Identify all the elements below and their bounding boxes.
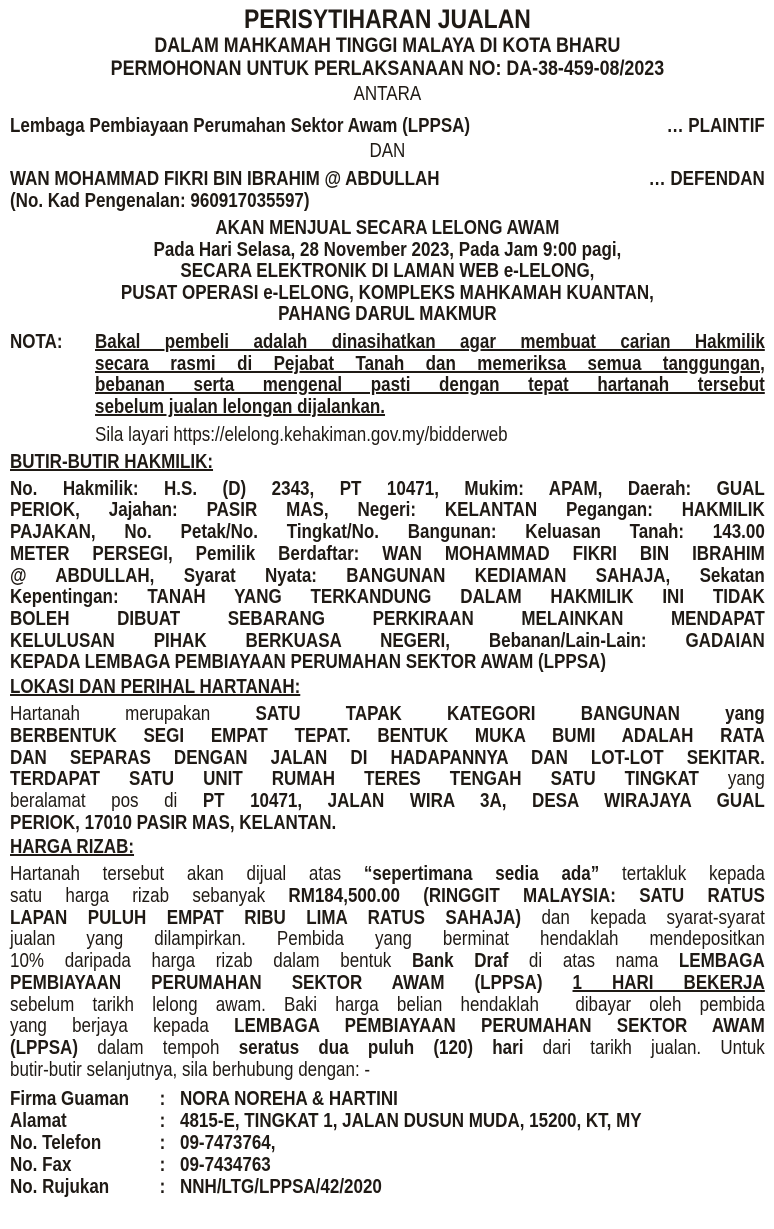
bold-text-run: METER PERSEGI, Pemilik Berdaftar: WAN MOHAMMAD FIKRI BIN IBRAHIM — [10, 542, 765, 565]
text-run: di atas nama — [508, 950, 679, 973]
text-line — [10, 522, 765, 544]
document-title: PERISYTIHARAN JUALAN — [243, 4, 531, 34]
contact-value: 09-7473764, — [180, 1132, 276, 1155]
and-label: DAN — [369, 140, 406, 162]
contact-value: 4815-E, TINGKAT 1, JALAN DUSUN MUDA, 15200, KT, MY — [180, 1110, 642, 1133]
text-line — [10, 1038, 765, 1060]
bold-text-run: LEMBAGA PEMBIAYAAN PERUMAHAN SEKTOR AWAM — [234, 1015, 765, 1038]
note-line: secara rasmi di Pejabat Tanah dan memeriksa semua tanggungan, — [95, 352, 765, 375]
text-line — [10, 1060, 765, 1082]
text-line — [10, 813, 765, 835]
text-line — [10, 544, 765, 566]
text-line — [10, 929, 765, 951]
bold-text-run: SATU TAPAK KATEGORI BANGUNAN yang — [255, 703, 765, 726]
auction-line: AKAN MENJUAL SECARA LELONG AWAM — [215, 217, 560, 239]
text-run: butir-butir selanjutnya, sila berhubung dengan: - — [10, 1058, 371, 1081]
plaintiff-name: Lembaga Pembiayaan Perumahan Sektor Awam (LPPSA) — [10, 115, 471, 137]
note-line: bebanan serta mengenal pasti dengan tepat hartanah tersebut — [95, 374, 765, 397]
bold-text-run: PT 10471, JALAN WIRA 3A, DESA WIRAJAYA GUAL — [202, 789, 765, 812]
text-run: dan kepada syarat-syarat — [520, 906, 765, 929]
sale-proclamation-document — [10, 4, 765, 1198]
title-details-heading: BUTIR-BUTIR HAKMILIK: — [10, 450, 214, 473]
application-number: PERMOHONAN UNTUK PERLAKSANAAN NO: DA-38-459-08/2023 — [110, 57, 665, 80]
text-line — [10, 769, 765, 791]
website-link[interactable]: Sila layari https://elelong.kehakiman.gov.my/bidderweb — [95, 423, 508, 446]
defendant-ic: (No. Kad Pengenalan: 960917035597) — [10, 190, 310, 212]
bold-text-run: KELULUSAN PIHAK BERKUASA NEGERI, Bebanan/Lain-Lain: GADAIAN — [10, 629, 765, 652]
defendant-name: WAN MOHAMMAD FIKRI BIN IBRAHIM @ ABDULLAH — [10, 168, 440, 190]
text-line — [10, 726, 765, 748]
text-line — [10, 951, 765, 973]
contact-sep: : — [159, 1132, 166, 1155]
contact-details — [10, 1088, 765, 1198]
bold-text-run: (LPPSA) — [10, 1036, 78, 1059]
text-line — [10, 1016, 765, 1038]
contact-sep: : — [159, 1088, 166, 1111]
text-run: beralamat pos di — [10, 789, 203, 812]
note-label: NOTA: — [10, 330, 63, 353]
contact-sep: : — [159, 1154, 166, 1177]
auction-details — [10, 218, 765, 326]
reserve-price-heading: HARGA RIZAB: — [10, 836, 135, 859]
bold-text-run: LAPAN PULUH EMPAT RIBU LIMA RATUS SAHAJA) — [10, 906, 521, 929]
auction-line: PAHANG DARUL MAKMUR — [278, 303, 497, 326]
bold-text-run: “sepertimana sedia ada” — [363, 863, 600, 886]
between-label: ANTARA — [353, 83, 422, 105]
text-run: tertakluk kepada — [599, 863, 765, 886]
text-line — [10, 748, 765, 770]
text-run: yang — [698, 768, 765, 791]
bold-text-run: Bank Draf — [411, 950, 509, 973]
property-location-heading: LOKASI DAN PERIHAL HARTANAH: — [10, 676, 301, 699]
defendant-role: … DEFENDAN — [648, 168, 765, 190]
bold-text-run: BOLEH DIBUAT SEBARANG PERKIRAAN MELAINKAN MENDAPAT — [10, 608, 765, 630]
reserve-price-body — [10, 864, 765, 1081]
text-line — [10, 973, 765, 995]
bold-text-run: RM184,500.00 (RINGGIT MALAYSIA: SATU RATUS — [288, 885, 765, 908]
text-run: dari tarikh jualan. Untuk — [523, 1036, 765, 1059]
bold-text-run: DAN SEPARAS DENGAN JALAN DI HADAPANNYA DAN LOT-LOT SEKITAR. — [10, 746, 765, 769]
contact-value: 09-7434763 — [180, 1154, 271, 1177]
text-run: Hartanah tersebut akan dijual atas — [10, 863, 364, 886]
contact-label: Alamat — [10, 1110, 67, 1133]
bold-text-run: PERIOK, 17010 PASIR MAS, KELANTAN. — [10, 811, 337, 834]
text-line — [10, 631, 765, 653]
property-location-body — [10, 704, 765, 834]
text-line — [10, 587, 765, 609]
text-line — [10, 704, 765, 726]
text-run: Hartanah merupakan — [10, 703, 256, 726]
text-line — [10, 908, 765, 930]
text-line — [10, 652, 765, 674]
text-run: satu harga rizab sebanyak — [10, 885, 289, 908]
text-run: jualan yang dilampirkan. Pembida yang berminat hendaklah mendepositkan — [10, 928, 765, 951]
text-line — [10, 500, 765, 522]
court-name: DALAM MAHKAMAH TINGGI MALAYA DI KOTA BHARU — [154, 34, 621, 57]
auction-line: PUSAT OPERASI e-LELONG, KOMPLEKS MAHKAMAH KUANTAN, — [120, 281, 654, 304]
text-line — [10, 864, 765, 886]
text-line — [10, 886, 765, 908]
text-run: 10% daripada harga rizab dalam bentuk — [10, 950, 412, 973]
plaintiff-row — [10, 115, 765, 137]
bold-text-run: BERBENTUK SEGI EMPAT TEPAT. BENTUK MUKA BUMI ADALAH RATA — [10, 724, 765, 747]
contact-sep: : — [159, 1110, 166, 1133]
plaintiff-role: … PLAINTIF — [666, 115, 765, 137]
text-line — [10, 479, 765, 501]
note-line: sebelum jualan lelongan dijalankan. — [95, 396, 386, 419]
note-line: Bakal pembeli adalah dinasihatkan agar membuat carian Hakmilik — [95, 330, 765, 353]
text-run: sebelum tarikh lelong awam. Baki harga belian hendaklah dibayar oleh pembida — [10, 993, 765, 1016]
text-run: dalam tempoh — [78, 1036, 239, 1059]
text-run: yang berjaya kepada — [10, 1015, 235, 1038]
note-block — [10, 332, 765, 449]
text-line — [10, 995, 765, 1017]
bold-text-run: Kepentingan: TANAH YANG TERKANDUNG DALAM HAKMILIK INI TIDAK — [10, 586, 765, 609]
contact-label: Firma Guaman — [10, 1088, 130, 1111]
bold-text-run: LEMBAGA — [678, 950, 765, 973]
bold-text-run: PAJAKAN, No. Petak/No. Tingkat/No. Bangunan: Keluasan Tanah: 143.00 — [10, 521, 765, 544]
contact-label: No. Rujukan — [10, 1176, 110, 1199]
bold-text-run: No. Hakmilik: H.S. (D) 2343, PT 10471, Mukim: APAM, Daerah: GUAL — [10, 477, 765, 500]
text-line — [10, 609, 765, 631]
contact-label: No. Fax — [10, 1154, 72, 1177]
bold-text-run: KEPADA LEMBAGA PEMBIAYAAN PERUMAHAN SEKTOR AWAM (LPPSA) — [10, 651, 606, 674]
auction-line: SECARA ELEKTRONIK DI LAMAN WEB e-LELONG, — [180, 260, 595, 283]
bold-text-run: TERDAPAT SATU UNIT RUMAH TERES TENGAH SATU TINGKAT — [10, 768, 699, 791]
defendant-row — [10, 168, 765, 190]
contact-sep: : — [159, 1176, 166, 1199]
contact-label: No. Telefon — [10, 1132, 102, 1155]
text-line — [10, 566, 765, 588]
text-line — [10, 791, 765, 813]
contact-value: NORA NOREHA & HARTINI — [180, 1088, 398, 1111]
bold-text-run: PERIOK, Jajahan: PASIR MAS, Negeri: KELANTAN Pegangan: HAKMILIK — [10, 499, 765, 522]
title-details-body — [10, 479, 765, 674]
bold-text-run: seratus dua puluh (120) hari — [238, 1036, 524, 1059]
bold-text-run: @ ABDULLAH, Syarat Nyata: BANGUNAN KEDIAMAN SAHAJA, Sekatan — [10, 564, 765, 587]
contact-value: NNH/LTG/LPPSA/42/2020 — [180, 1176, 382, 1199]
sections — [10, 451, 765, 1082]
bold-text-run: 1 HARI BEKERJA — [572, 971, 765, 994]
auction-line: Pada Hari Selasa, 28 November 2023, Pada Jam 9:00 pagi, — [153, 238, 622, 261]
bold-text-run: PEMBIAYAAN PERUMAHAN SEKTOR AWAM (LPPSA) — [10, 971, 573, 994]
